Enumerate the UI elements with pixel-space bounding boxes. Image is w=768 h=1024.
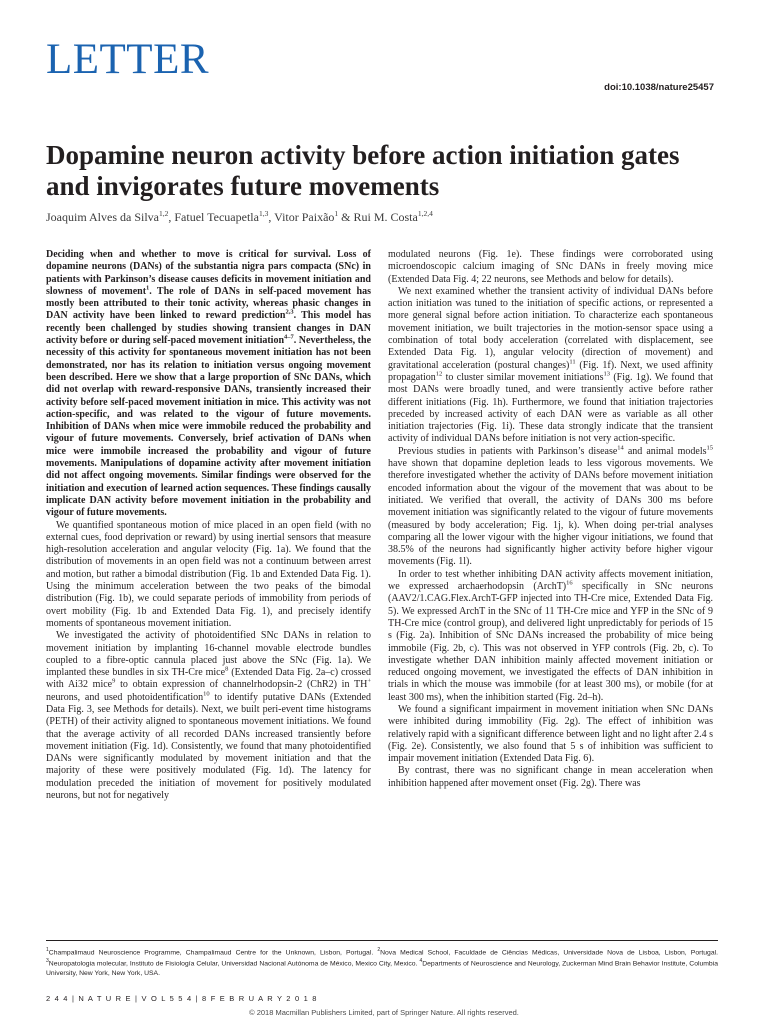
body-paragraph: We found a significant impairment in movement initiation when SNc DANs were inhibited during immobility (Fig. 2g). The effect of inhibition was relatively rapid with a significant difference between light and no light after 2.4 s (Fig. 2e). Consistently, we also found that 5 s of inhibition was sufficient to impair movement initiation (Extended Data Fig. 6).	[388, 703, 713, 765]
author-name: Joaquim Alves da Silva	[46, 210, 159, 224]
abstract-paragraph: Deciding when and whether to move is critical for survival. Loss of dopamine neurons (DANs) of the substantia nigra pars compacta (SNc) in patients with Parkinson’s disease causes deficits in movement initiation and slowness of movement$^1$. The role of DANs in self-paced movement has mostly been attributed to their tonic activity, whereas phasic changes in DAN activity have been linked to reward prediction$^{2,3}$. This model has recently been challenged by studies showing transient changes in DAN activity before or during self-paced movement initiation$^{4-7}$. Nevertheless, the necessity of this activity for spontaneous movement initiation has not been demonstrated, nor has its relation to initiation versus ongoing movement been described. Here we show that a large proportion of SNc DANs, which did not overlap with reward-responsive DANs, transiently increased their activity before self-paced movement initiation in mice. This activity was not action-specific, and was related to the vigour of future movements. Inhibition of DANs when mice were immobile reduced the probability and vigour of future movements. Conversely, brief activation of DANs when mice were immobile increased the probability and vigour of future movements. Manipulations of dopamine activity after movement initiation did not affect ongoing movements. Similar findings were observed for the initiation and execution of learned action sequences. These findings causally implicate DAN activity before movement initiation in the probability and vigour of future movements.	[46, 249, 372, 519]
body-column-left	[46, 249, 371, 802]
author-affiliation-marker: 1,3	[258, 209, 269, 218]
author-list: Joaquim Alves da Silva$^{1,2}$, Fatuel Tecuapetla$^{1,3}$, Vitor Paixão$^1$ & Rui M. Costa$^{1,2,4}$	[46, 209, 433, 224]
author-affiliation-marker: 1,2	[159, 209, 169, 218]
doi-link[interactable]: doi:10.1038/nature25457	[604, 82, 714, 93]
author-name: Vitor Paixão	[274, 210, 335, 224]
author-affiliation-marker: 1	[334, 209, 339, 218]
body-paragraph: Previous studies in patients with Parkinson’s disease$^{14}$ and animal models$^{15}$ have shown that dopamine depletion leads to less vigorous movements. We therefore investigated whether the activity of DANs before movement initiation encoded information about the vigour of the movement that was about to be initiated. We verified that overall, the activity of DANs 300 ms before movement initiation was significantly related to the vigour of future movements (measured by body acceleration; Fig. 1j, k). When doing per-trial analyses comparing all the lower vigour with the higher vigour initiations, we found that 38.5% of the neurons had significantly higher activity before higher vigour movements (Fig. 1l).	[388, 444, 713, 568]
body-paragraph: We quantified spontaneous motion of mice placed in an open field (with no external cues, food deprivation or reward) by using inertial sensors that measure high-resolution acceleration and angular velocity (Fig. 1a). We found that the distribution of movements in an open field was not a continuum between arrest and motion, but rather a bimodal distribution (Fig. 1b and Extended Data Fig. 1). Using the minimum acceleration between the two peaks of the bimodal distribution (Fig. 1b), we could separate periods of immobility from periods of overt mobility (Fig. 1b and Extended Data Fig. 1), and precisely identify moments of spontaneous movement initiation.	[46, 519, 371, 629]
author-name: Fatuel Tecuapetla	[174, 210, 259, 224]
body-paragraph: We next examined whether the transient activity of individual DANs before action initiation was tuned to the initiation of specific actions, or represented a more general signal before action initiation. To characterize each spontaneous movement initiation, we built trajectories in the motion-sensor space using a combination of total body acceleration (correlated with displacement, see Extended Data Fig. 1), angular velocity (direction of movement) and gravitational acceleration (postural changes)$^{11}$ (Fig. 1f). Next, we used affinity propagation$^{12}$ to cluster similar movement initiations$^{13}$ (Fig. 1g). We found that most DANs were broadly tuned, and were transiently active before rather different initiations (Fig. 1h). Furthermore, we found that initiation trajectories preceded by increased activity of each DAN were as variable as all other initiation trajectories (Fig. 1i). These data strongly indicate that the transient activity of individual DANs before initiation is not very action-specific.	[388, 285, 714, 445]
section-label: LETTER	[46, 36, 210, 83]
body-paragraph: modulated neurons (Fig. 1e). These findings were corroborated using microendoscopic calcium imaging of SNc DANs in freely moving mice (Extended Data Fig. 4; 22 neurons, see Methods and below for details).	[388, 249, 713, 285]
body-column-right	[388, 249, 713, 790]
article-title: Dopamine neuron activity before action initiation gates and invigorates future movements	[46, 140, 680, 201]
body-paragraph: We investigated the activity of photoidentified SNc DANs in relation to movement initiation by implanting 16-channel movable electrode bundles coupled to a fibre-optic cannula placed just above the SNc (Fig. 1a). We implanted these bundles in six TH-Cre mice$^8$ (Extended Data Fig. 2a–c) crossed with Ai32 mice$^9$ to obtain expression of channelrhodopsin-2 (ChR2) in TH+ neurons, and used photoidentification$^{10}$ to identify putative DANs (Extended Data Fig. 3, see Methods for details). Next, we built peri-event time histograms (PETH) of their activity aligned to spontaneous movement initiations. We found that the average activity of all recorded DANs increased transiently before movement initiation (Fig. 1d). Consistently, we found that many photoidentified DANs were significantly modulated by movement initiation and that the majority of these were positively modulated (Fig. 1d). The latency for modulation preceded the initiation of movement for positively modulated neurons, but not for negatively	[46, 630, 371, 802]
author-name: Rui M. Costa	[353, 210, 418, 224]
footnote-divider	[46, 940, 718, 941]
body-paragraph: By contrast, there was no significant change in mean acceleration when inhibition happened after movement onset (Fig. 2g). There was	[388, 765, 713, 789]
affiliations: $^1$Champalimaud Neuroscience Programme, Champalimaud Centre for the Unknown, Lisbon, Portugal. $^2$Nova Medical School, Faculdade de Ciências Médicas, Universidade Nova de Lisboa, Lisbon, Portugal. $^3$Neuropatologia molecular, Instituto de Fisiología Celular, Universidad Nacional Autónoma de México, Mexico City, Mexico. $^4$Departments of Neuroscience and Neurology, Zuckerman Mind Brain Behavior Institute, Columbia University, New York, New York, USA.	[46, 947, 719, 977]
author-affiliation-marker: 1,2,4	[417, 209, 433, 218]
body-paragraph: In order to test whether inhibiting DAN activity affects movement initiation, we expressed archaerhodopsin (ArchT)$^{16}$ specifically in SNc neurons (AAV2/1.CAG.Flex.ArchT-GFP injected into TH-Cre mice, Extended Data Fig. 5). We expressed ArchT in the SNc of 11 TH-Cre mice and YFP in the SNc of 9 TH-Cre mice (control group), and delivered light unpredictably for periods of 15 s (Fig. 2a). Inhibition of SNc DANs increased the probability of mice being immobile (Fig. 2b, c). This was not observed in YFP controls (Fig. 2b, c). To investigate whether DAN inhibition mainly affected movement initiation or reduced ongoing movement, we investigated the effects of DAN inhibition in trials in which the mouse was immobile (for at least 300 ms), or mobile (for at least 300 ms), when the inhibition started (Fig. 2d–h).	[388, 568, 713, 703]
copyright-notice: © 2018 Macmillan Publishers Limited, part of Springer Nature. All rights reserved.	[249, 1008, 519, 1017]
page-folio: 2 4 4 | N A T U R E | V O L 5 5 4 | 8 F E B R U A R Y 2 0 1 8	[46, 994, 318, 1003]
